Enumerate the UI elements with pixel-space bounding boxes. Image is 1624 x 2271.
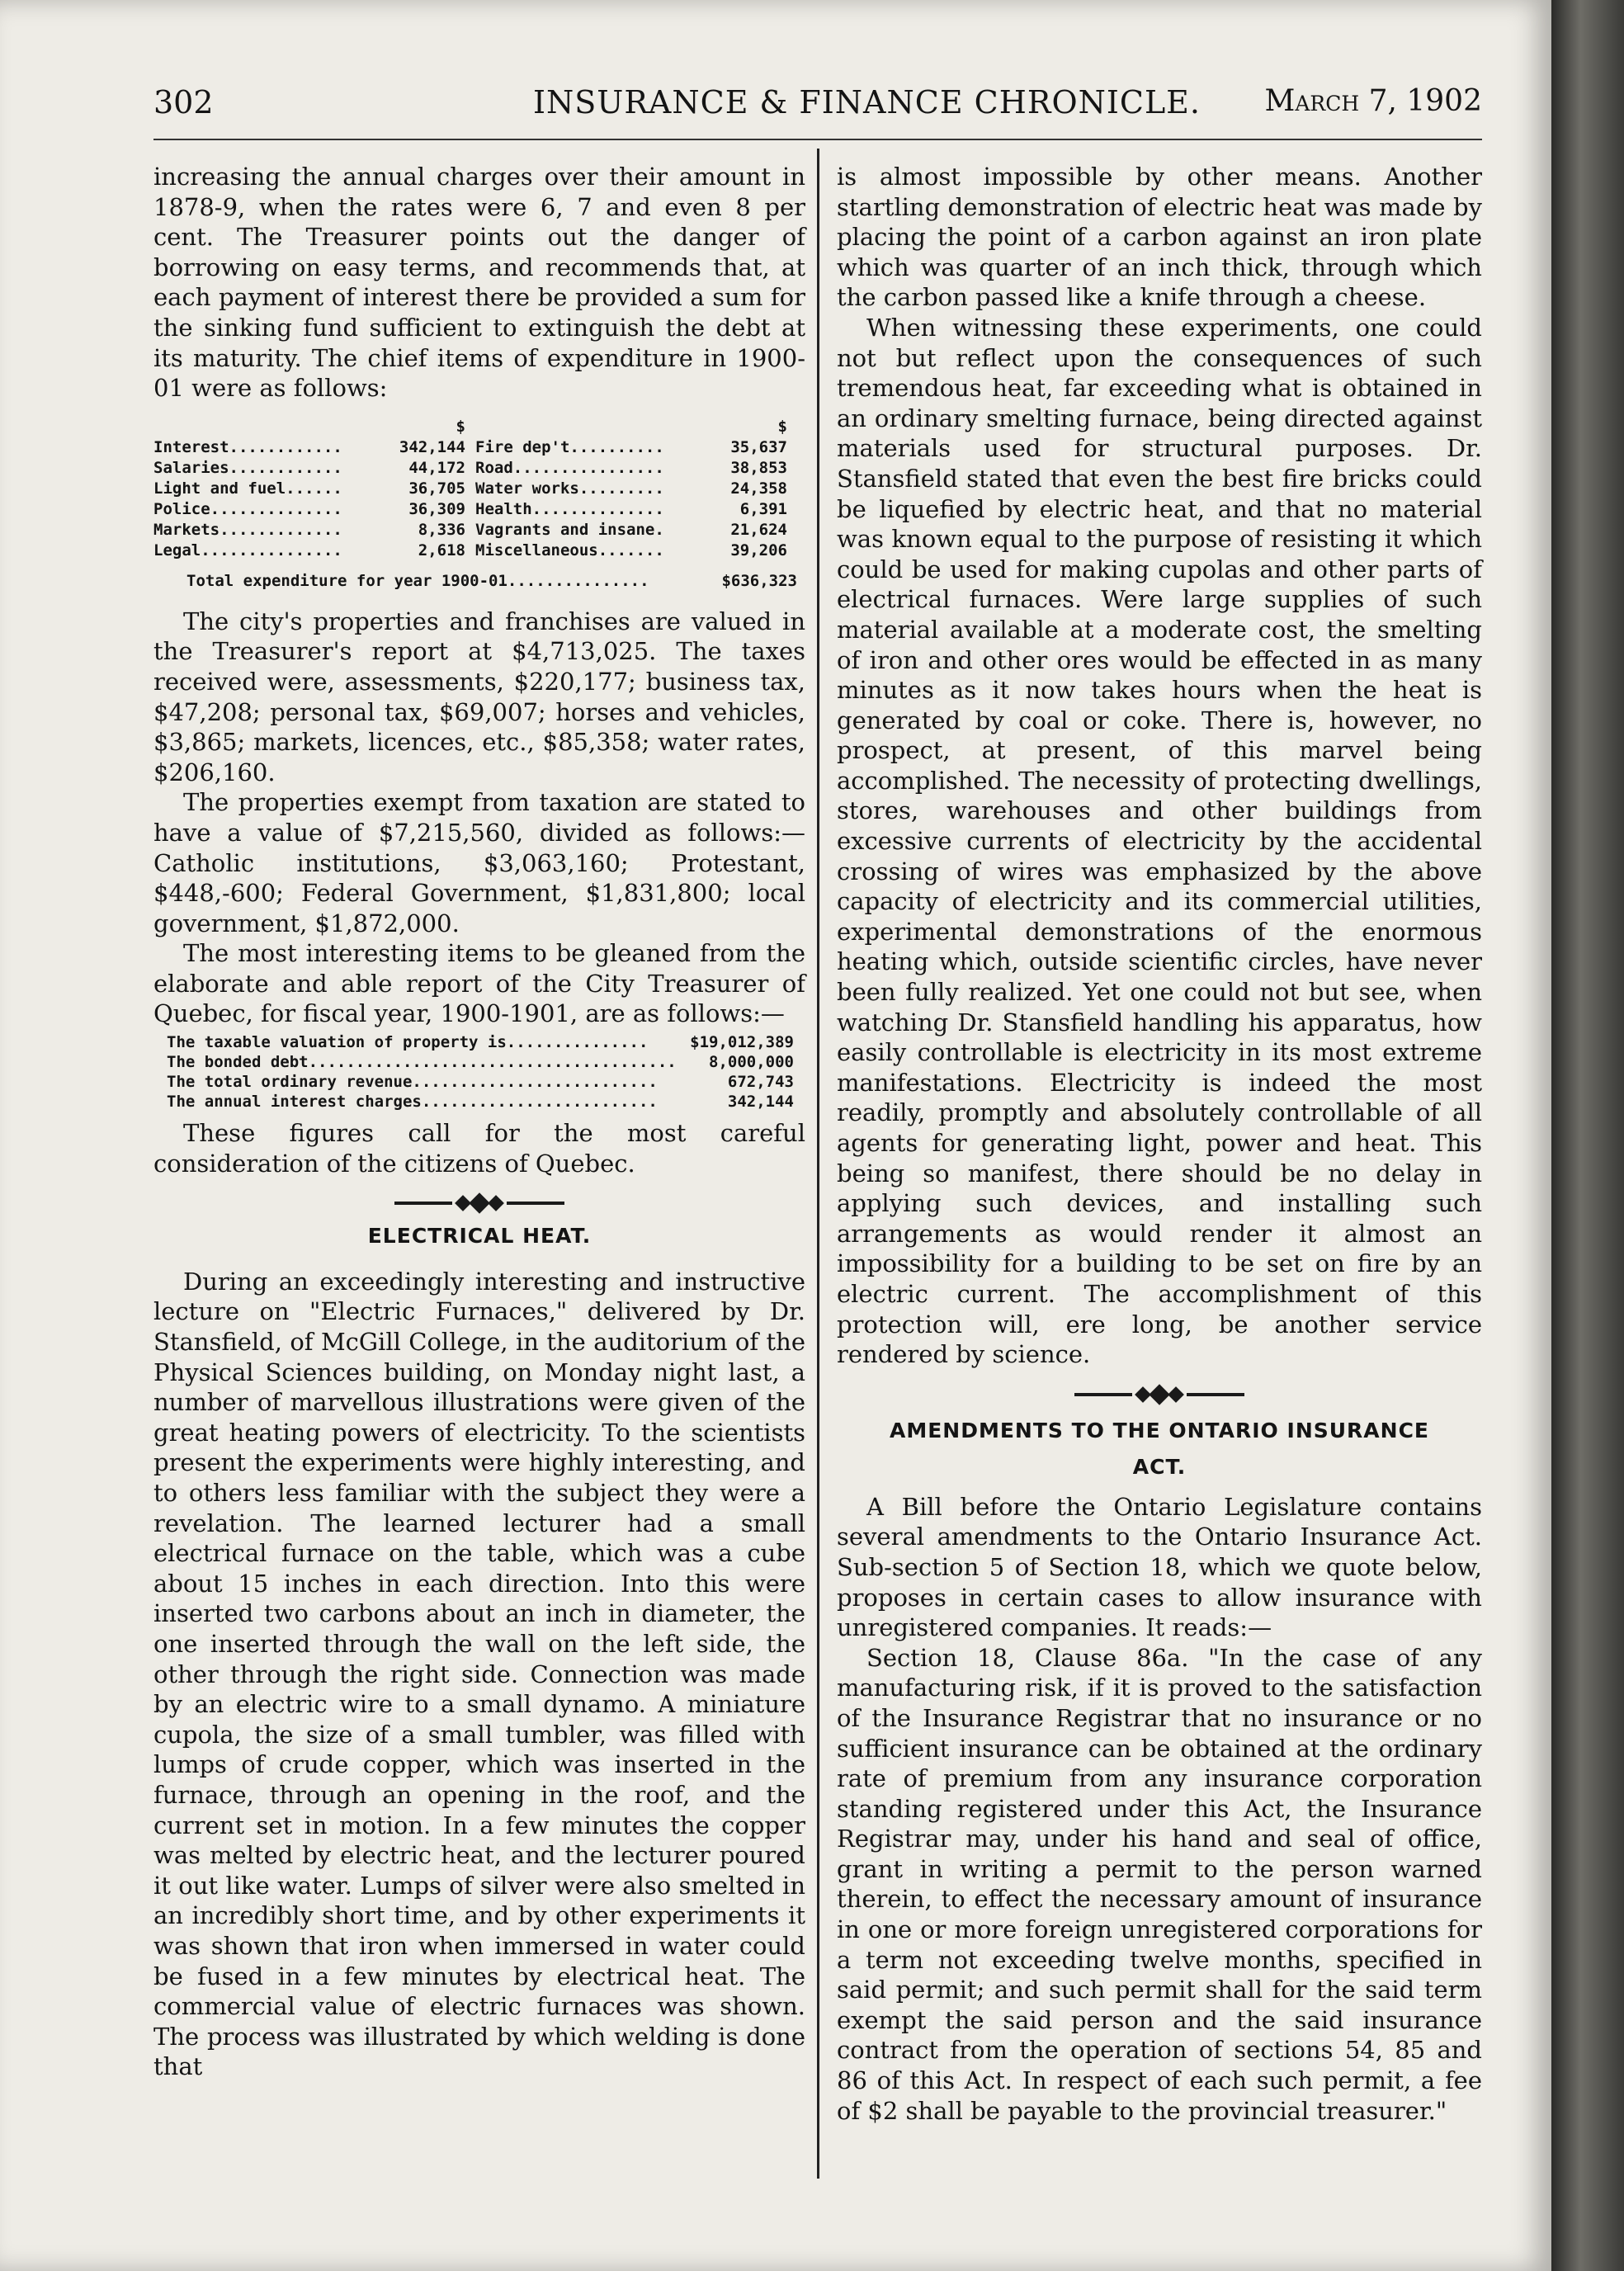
total-label: Total expenditure for year 1900-01............... xyxy=(186,571,649,590)
figure-label: The total ordinary revenue.......................... xyxy=(167,1073,658,1092)
expense-amount: 8,336 xyxy=(418,520,465,539)
paragraph: During an exceedingly interesting and instructive lecture on "Electric Furnaces," delivered by Dr. Stansfield, of McGill College, in the auditorium of the Physical Sciences building, on Monday night last, a number of marvellous illustrations were given of the great heating powers of electricity. To the scientists present the experiments were highly interesting, and to others less familiar with the subject they were a revelation. The learned lecturer had a small electrical furnace on the table, which was a cube about 15 inches in each direction. Into this were inserted two carbons about an inch in diameter, the one inserted through the wall on the left side, the other through the right side. Connection was made by an electric wire to a small dynamo. A miniature cupola, the size of a small tumbler, was filled with lumps of crude copper, which was inserted in the furnace, through an opening in the roof, and the current set in motion. In a few minutes the copper was melted by electric heat, and the lecturer poured it out like water. Lumps of silver were also smelted in an incredibly short time, and by other experiments it was shown that iron when immersed in water could be fused in a few minutes by electrical heat. The commercial value of electric furnaces was shown. The process was illustrated by which welding is done that xyxy=(153,1267,805,2081)
section-divider-ornament xyxy=(837,1388,1482,1401)
expense-amount: 342,144 xyxy=(399,437,465,456)
figure-label: The annual interest charges......................... xyxy=(167,1093,658,1112)
expense-amount: 24,358 xyxy=(730,479,787,498)
header-rule xyxy=(153,139,1482,140)
expense-label: Salaries............ xyxy=(153,458,342,477)
paragraph: When witnessing these experiments, one could not but reflect upon the consequences of such tremendous heat, far exceeding what is obtained in an ordinary smelting furnace, being directed against materials used for structural purposes. Dr. Stansfield stated that even the best fire bricks could be liquefied by electric heat, and that no material was known equal to the purpose of resisting it which could be used for making cupolas and other parts of electrical furnaces. Were large supplies of such material available at a moderate cost, the smelting of iron and other ores would be effected in as many minutes as it now takes hours when the heat is generated by coal or coke. There is, however, no prospect, at present, of this marvel being accomplished. The necessity of protecting dwellings, stores, warehouses and other buildings from excessive currents of electricity by the accidental crossing of wires was emphasized by the above capacity of electricity and its commercial utilities, experimental demonstrations of the enormous heating which, outside scientific circles, have never been fully realized. Yet one could not but see, when watching Dr. Stansfield handling his apparatus, how easily controllable is electricity in its most extreme manifestations. Electricity is indeed the most readily, promptly and absolutely controllable of all agents for generating light, power and heat. This being so manifest, there should be no delay in applying such devices, and installing such arrangements as would render it almost an impossibility for a building to be set on fire by an electric current. The accomplishment of this protection will, ere long, be another service rendered by science. xyxy=(837,313,1482,1369)
expenditure-row xyxy=(153,458,797,479)
quebec-figure-row xyxy=(167,1032,794,1052)
expenditure-row xyxy=(153,520,797,541)
expense-label: Fire dep't.......... xyxy=(475,437,664,456)
expense-amount: 2,618 xyxy=(418,541,465,559)
expenditure-row xyxy=(153,479,797,499)
figure-amount: $19,012,389 xyxy=(690,1033,794,1052)
expense-label: Markets............. xyxy=(153,520,342,539)
page-header xyxy=(153,84,1482,125)
figure-label: The bonded debt....................................... xyxy=(167,1053,677,1072)
section-divider-ornament xyxy=(153,1197,805,1210)
expense-amount: 38,853 xyxy=(730,458,787,477)
quebec-figures-table xyxy=(167,1032,794,1112)
currency-symbol: $ xyxy=(456,417,465,436)
figure-amount: 342,144 xyxy=(727,1093,794,1112)
paragraph: The properties exempt from taxation are stated to have a value of $7,215,560, divided as follows:—Catholic institutions, $3,063,160; Protestant, $448,-600; Federal Government, $1,831,800; local government, $1,872,000. xyxy=(153,788,805,937)
expense-amount: 6,391 xyxy=(739,499,787,518)
expense-label: Road................ xyxy=(475,458,664,477)
currency-symbol: $ xyxy=(777,417,787,436)
expenditure-currency-row xyxy=(153,417,797,437)
paragraph: These figures call for the most careful consideration of the citizens of Quebec. xyxy=(153,1119,805,1178)
expense-label: Vagrants and insane. xyxy=(475,520,664,539)
section-title-ontario-insurance xyxy=(837,1413,1482,1485)
expense-label: Police.............. xyxy=(153,499,342,518)
expenditure-row xyxy=(153,499,797,520)
expense-label: Interest............ xyxy=(153,437,342,456)
right-column xyxy=(837,162,1482,2126)
paragraph: A Bill before the Ontario Legislature contains several amendments to the Ontario Insurance Act. Sub-section 5 of Section 18, which we quote below, proposes in certain cases to allow insurance with unregistered companies. It reads:— xyxy=(837,1492,1482,1642)
expense-amount: 36,705 xyxy=(408,479,465,498)
column-rule xyxy=(817,149,819,2179)
expenditure-row xyxy=(153,437,797,458)
quebec-figure-row xyxy=(167,1092,794,1112)
paragraph: is almost impossible by other means. Another startling demonstration of electric heat was made by placing the point of a carbon against an iron plate which was quarter of an inch thick, through which the carbon passed like a knife through a cheese. xyxy=(837,163,1482,312)
quebec-figure-row xyxy=(167,1072,794,1092)
total-amount: $636,323 xyxy=(721,571,797,590)
expense-amount: 39,206 xyxy=(730,541,787,559)
paragraph: increasing the annual charges over their amount in 1878-9, when the rates were 6, 7 and even 8 per cent. The Treasurer points out the danger of borrowing on easy terms, and recommends that, at each payment of interest there be provided a sum for the sinking fund sufficient to extinguish the debt at its maturity. The chief items of expenditure in 1900-01 were as follows: xyxy=(153,163,805,403)
page-edge-shadow xyxy=(1551,0,1624,2271)
expense-label: Light and fuel...... xyxy=(153,479,342,498)
section-title-electrical-heat: ELECTRICAL HEAT. xyxy=(367,1224,592,1249)
expense-amount: 36,309 xyxy=(408,499,465,518)
expenditure-row xyxy=(153,541,797,561)
page-number: 302 xyxy=(153,84,214,120)
expense-label: Miscellaneous....... xyxy=(475,541,664,559)
quebec-figure-row xyxy=(167,1052,794,1072)
figure-label: The taxable valuation of property is............... xyxy=(167,1033,649,1052)
figure-amount: 672,743 xyxy=(727,1073,794,1092)
paragraph: The city's properties and franchises are valued in the Treasurer's report at $4,713,025. The taxes received were, assessments, $220,177; business tax, $47,208; personal tax, $69,007; horses and vehicles, $3,865; markets, licences, etc., $85,358; water rates, $206,160. xyxy=(153,607,805,786)
issue-date: March 7, 1902 xyxy=(1264,84,1482,118)
paragraph: Section 18, Clause 86a. "In the case of any manufacturing risk, if it is proved to the satisfaction of the Insurance Registrar that no insurance or no sufficient insurance can be obtained at the ordinary rate of premium from any insurance corporation standing registered under this Act, the Insurance Registrar may, under his hand and seal of office, grant in writing a permit to the person warned therein, to effect the necessary amount of insurance in one or more foreign unregistered corporations for a term not exceeding twelve months, specified in said permit; and such permit shall for the said term exempt the said person and the said insurance contract from the operation of sections 54, 85 and 86 of this Act. In respect of each such permit, a fee of $2 shall be payable to the provincial treasurer." xyxy=(837,1643,1482,2125)
running-title: INSURANCE & FINANCE CHRONICLE. xyxy=(533,84,1201,120)
expense-label: Water works......... xyxy=(475,479,664,498)
figure-amount: 8,000,000 xyxy=(709,1053,794,1072)
expense-amount: 35,637 xyxy=(730,437,787,456)
expense-label: Legal............... xyxy=(153,541,342,559)
expense-label: Health.............. xyxy=(475,499,664,518)
section-title-line: ACT. xyxy=(1132,1454,1187,1479)
expense-amount: 44,172 xyxy=(408,458,465,477)
expenditure-total-row xyxy=(186,571,797,592)
expense-amount: 21,624 xyxy=(730,520,787,539)
section-title-line: AMENDMENTS TO THE ONTARIO INSURANCE xyxy=(889,1418,1429,1442)
left-column xyxy=(153,162,805,2082)
paragraph: The most interesting items to be gleaned from the elaborate and able report of the City Treasurer of Quebec, for fiscal year, 1900-1901, are as follows:— xyxy=(153,939,805,1028)
expenditure-table xyxy=(153,417,797,592)
